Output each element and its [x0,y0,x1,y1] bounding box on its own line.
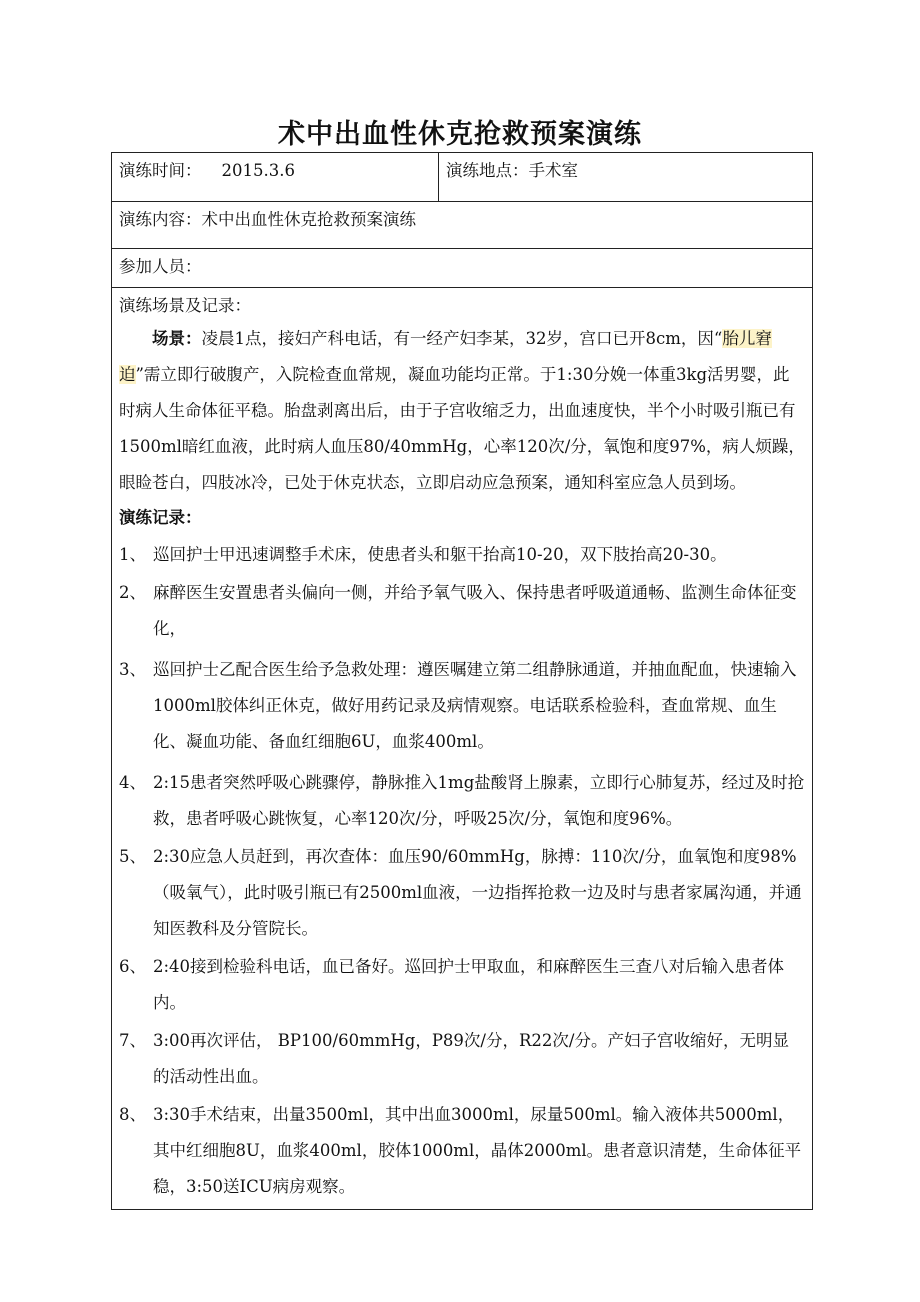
record-item [119,839,805,947]
drill-location-label: 演练地点： [446,161,529,180]
record-item-number: 6、 [119,957,146,976]
record-item-number: 4、 [119,773,146,792]
drill-location-value: 手术室 [528,161,578,180]
record-item [119,537,805,573]
scene-text-b: ”需立即行破腹产，入院检查血常规，凝血功能均正常。于1:30分娩一体重3kg活男婴，此时病人生命体征平稳。胎盘剥离出后，由于子宫收缩乏力，出血速度快，半个小时吸引瓶已有1500ml暗红血液，此时病人血压80/40mmHg，心率120次/分，氧饱和度97%，病人烦躁，眼睑苍白，四肢冰冷，已处于休克状态，立即启动应急预案，通知科室应急人员到场。 [119,365,805,492]
record-item [119,1097,805,1205]
record-item [119,652,805,760]
record-item-number: 5、 [119,847,146,866]
info-row-content [112,202,813,249]
drill-location-cell [439,153,813,202]
drill-content-cell [112,202,813,249]
drill-content-label: 演练内容： [119,210,202,229]
drill-content-value: 术中出血性休克抢救预案演练 [201,210,416,229]
info-row-time-location [112,153,813,202]
record-item [119,949,805,1021]
record-item [119,1023,805,1095]
participants-cell [112,249,813,288]
page-title: 术中出血性休克抢救预案演练 [278,119,642,150]
record-item-text: 2:30应急人员赶到，再次查体：血压90/60mmHg，脉搏：110次/分，血氧饱和度98%（吸氧气），此时吸引瓶已有2500ml血液，一边指挥抢救一边及时与患者家属沟通，并通知医教科及分管院长。 [153,847,802,938]
drill-record-table [111,152,813,1210]
record-item-text: 2:15患者突然呼吸心跳骤停，静脉推入1mg盐酸肾上腺素，立即行心肺复苏，经过及时抢救，患者呼吸心跳恢复，心率120次/分，呼吸25次/分，氧饱和度96%。 [153,773,805,828]
record-item-text: 麻醉医生安置患者头偏向一侧，并给予氧气吸入、保持患者呼吸道通畅、监测生命体征变化， [153,583,797,638]
drill-time-value: 2015.3.6 [221,161,295,180]
record-item-number: 1、 [119,545,146,564]
record-item-text: 3:30手术结束，出量3500ml，其中出血3000ml，尿量500ml。输入液体共5000ml，其中红细胞8U，血浆400ml，胶体1000ml，晶体2000ml。患者意识清楚，生命体征平稳，3:50送ICU病房观察。 [153,1105,802,1196]
record-item-number: 8、 [119,1105,146,1124]
record-item [119,765,805,837]
record-item-text: 巡回护士甲迅速调整手术床，使患者头和躯干抬高10-20，双下肢抬高20-30。 [153,545,727,564]
record-cell [112,288,813,1210]
record-item-number: 3、 [119,660,146,679]
scene-highlight: 胎儿窘迫 [119,329,772,384]
record-item-text: 巡回护士乙配合医生给予急救处理：遵医嘱建立第二组静脉通道，并抽血配血，快速输入1000ml胶体纠正休克，做好用药记录及病情观察。电话联系检验科，查血常规、血生化、凝血功能、备血红细胞6U，血浆400ml。 [153,660,797,751]
record-item-number: 2、 [119,583,146,602]
record-item [119,575,805,647]
scene-text-a: 凌晨1点，接妇产科电话，有一经产妇李某，32岁，宫口已开8cm，因“ [201,329,723,348]
record-item-number: 7、 [119,1031,146,1050]
info-row-participants [112,249,813,288]
drill-time-cell [112,153,439,202]
participants-label: 参加人员： [119,257,202,276]
record-section-label: 演练场景及记录： [119,296,251,315]
record-item-text: 2:40接到检验科电话，血已备好。巡回护士甲取血，和麻醉医生三查八对后输入患者体内。 [153,957,785,1012]
record-item-text: 3:00再次评估， BP100/60mmHg，P89次/分，R22次/分。产妇子宫收缩好，无明显的活动性出血。 [153,1031,789,1086]
scene-paragraph [119,321,805,501]
drill-time-label: 演练时间： [119,161,202,180]
records-label: 演练记录： [119,508,202,527]
record-row [112,288,813,1210]
scene-label: 场景： [152,329,202,348]
